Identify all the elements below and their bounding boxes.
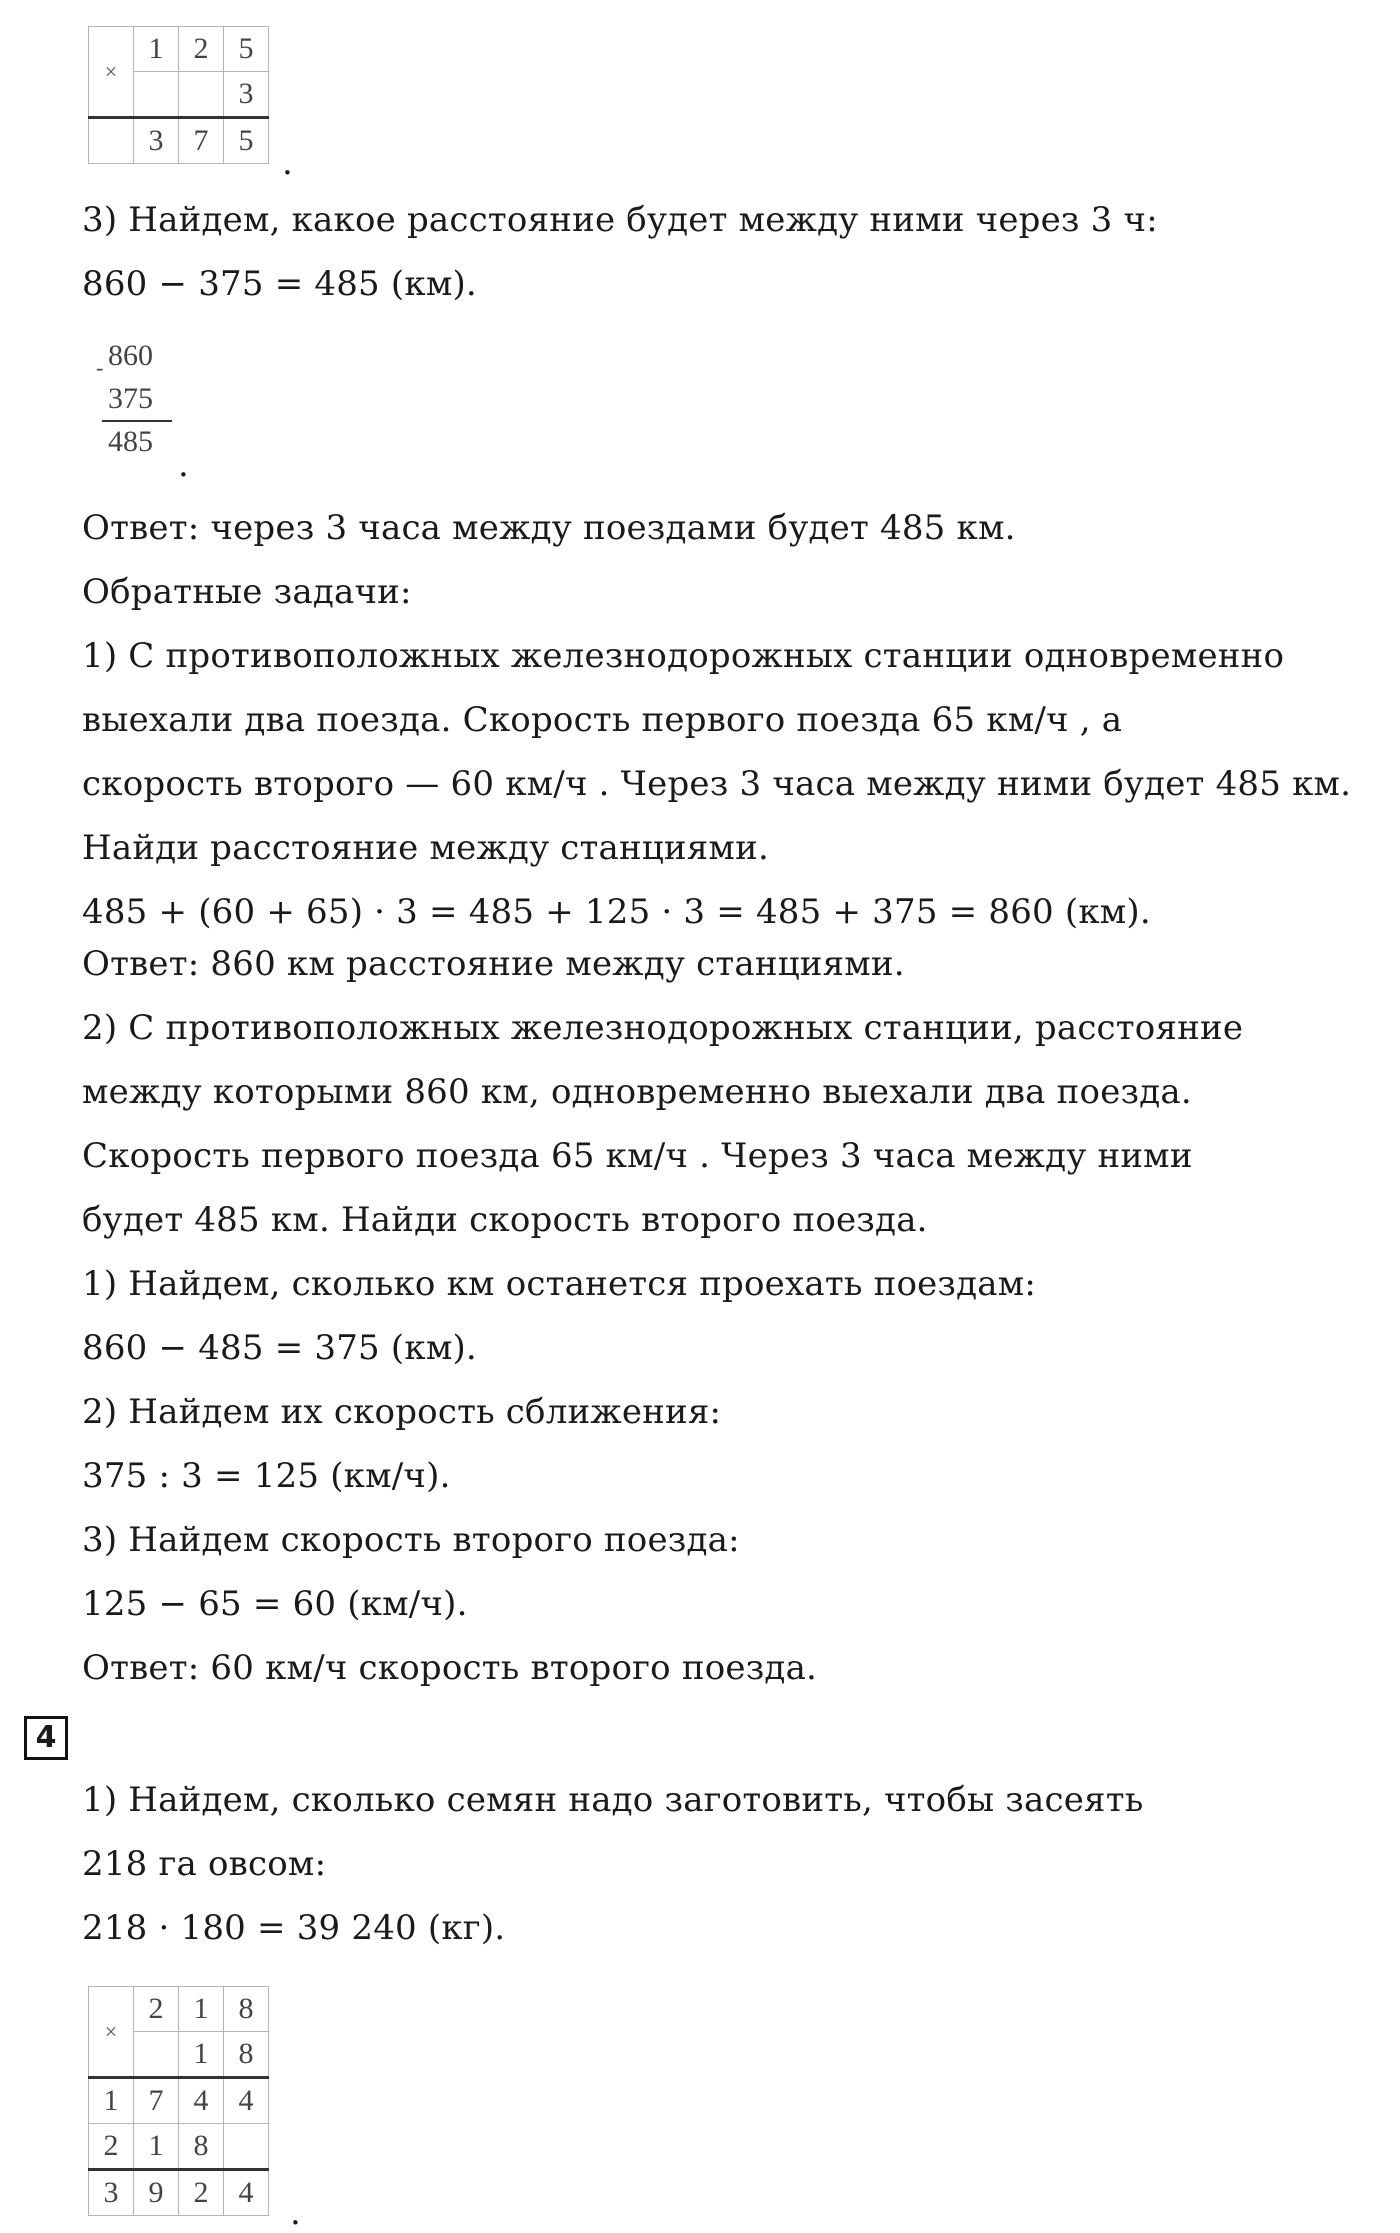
answer-line: Ответ: 60 км/ч скорость второго поезда. [82, 1648, 818, 1688]
period-mark: . [178, 445, 189, 485]
grid-cell: 1 [89, 2078, 134, 2124]
grid-cell: 7 [134, 2078, 179, 2124]
grid-cell: 1 [134, 2124, 179, 2170]
answer-line: Ответ: 860 км расстояние между станциями. [82, 944, 905, 984]
grid-cell: 1 [179, 2032, 224, 2078]
minuend: 860 [108, 339, 153, 372]
grid-cell: 3 [224, 72, 269, 118]
grid-cell: 5 [224, 118, 269, 164]
equation-line: 860 − 485 = 375 (км). [82, 1328, 477, 1368]
grid-cell: 8 [179, 2124, 224, 2170]
grid-cell [134, 72, 179, 118]
grid-cell [224, 2124, 269, 2170]
text-line: 3) Найдем, какое расстояние будет между ними через 3 ч: [82, 200, 1158, 240]
grid-cell: 2 [134, 1987, 179, 2032]
subtrahend: 375 [108, 382, 153, 415]
grid-cell: 3 [89, 2170, 134, 2216]
grid-cell: 2 [179, 2170, 224, 2216]
text-line: Скорость первого поезда 65 км/ч . Через 3 часа между ними [82, 1136, 1193, 1176]
grid-cell: 1 [134, 27, 179, 72]
grid-cell [134, 2032, 179, 2078]
text-line: 1) С противоположных железнодорожных станции одновременно [82, 636, 1285, 676]
text-line: скорость второго — 60 км/ч . Через 3 часа между ними будет 485 км. [82, 764, 1352, 804]
grid-cell: 2 [179, 27, 224, 72]
grid-cell: 7 [179, 118, 224, 164]
grid-cell: 2 [89, 2124, 134, 2170]
subtraction-bar [102, 420, 172, 422]
grid-cell: 1 [179, 1987, 224, 2032]
period-mark: . [282, 143, 293, 183]
text-line: 3) Найдем скорость второго поезда: [82, 1520, 740, 1560]
text-line: будет 485 км. Найди скорость второго поезда. [82, 1200, 928, 1240]
grid-cell: 5 [224, 27, 269, 72]
multiplication-grid-1 [88, 26, 269, 164]
grid-cell: 9 [134, 2170, 179, 2216]
grid-cell: 4 [179, 2078, 224, 2124]
grid-cell: 8 [224, 2032, 269, 2078]
grid-cell [179, 72, 224, 118]
equation-line: 485 + (60 + 65) · 3 = 485 + 125 · 3 = 485 + 375 = 860 (км). [82, 892, 1151, 932]
grid-cell: 4 [224, 2170, 269, 2216]
text-line: 2) С противоположных железнодорожных станции, расстояние [82, 1008, 1244, 1048]
grid-cell: 8 [224, 1987, 269, 2032]
equation-line: 125 − 65 = 60 (км/ч). [82, 1584, 468, 1624]
text-line: 2) Найдем их скорость сближения: [82, 1392, 722, 1432]
equation-line: 218 · 180 = 39 240 (кг). [82, 1908, 506, 1948]
text-line: 218 га овсом: [82, 1844, 327, 1884]
multiplication-grid-2 [88, 1986, 269, 2216]
text-line: между которыми 860 км, одновременно выехали два поезда. [82, 1072, 1192, 1112]
text-line: выехали два поезда. Скорость первого поезда 65 км/ч , а [82, 700, 1123, 740]
grid-cell: 4 [224, 2078, 269, 2124]
text-line: Найди расстояние между станциями. [82, 828, 769, 868]
minus-sign: - [96, 355, 104, 380]
text-line: 860 − 375 = 485 (км). [82, 264, 477, 304]
text-line: 1) Найдем, сколько семян надо заготовить, чтобы засеять [82, 1780, 1144, 1820]
period-mark: . [290, 2193, 301, 2233]
multiply-sign: × [89, 27, 134, 118]
grid-cell [89, 118, 134, 164]
task-number-box: 4 [24, 1716, 68, 1760]
difference: 485 [108, 425, 153, 458]
equation-line: 375 : 3 = 125 (км/ч). [82, 1456, 451, 1496]
answer-line: Ответ: через 3 часа между поездами будет 485 км. [82, 508, 1016, 548]
grid-cell: 3 [134, 118, 179, 164]
column-subtraction [96, 334, 178, 464]
section-heading: Обратные задачи: [82, 572, 412, 612]
text-line: 1) Найдем, сколько км останется проехать поездам: [82, 1264, 1037, 1304]
multiply-sign: × [89, 1987, 134, 2078]
